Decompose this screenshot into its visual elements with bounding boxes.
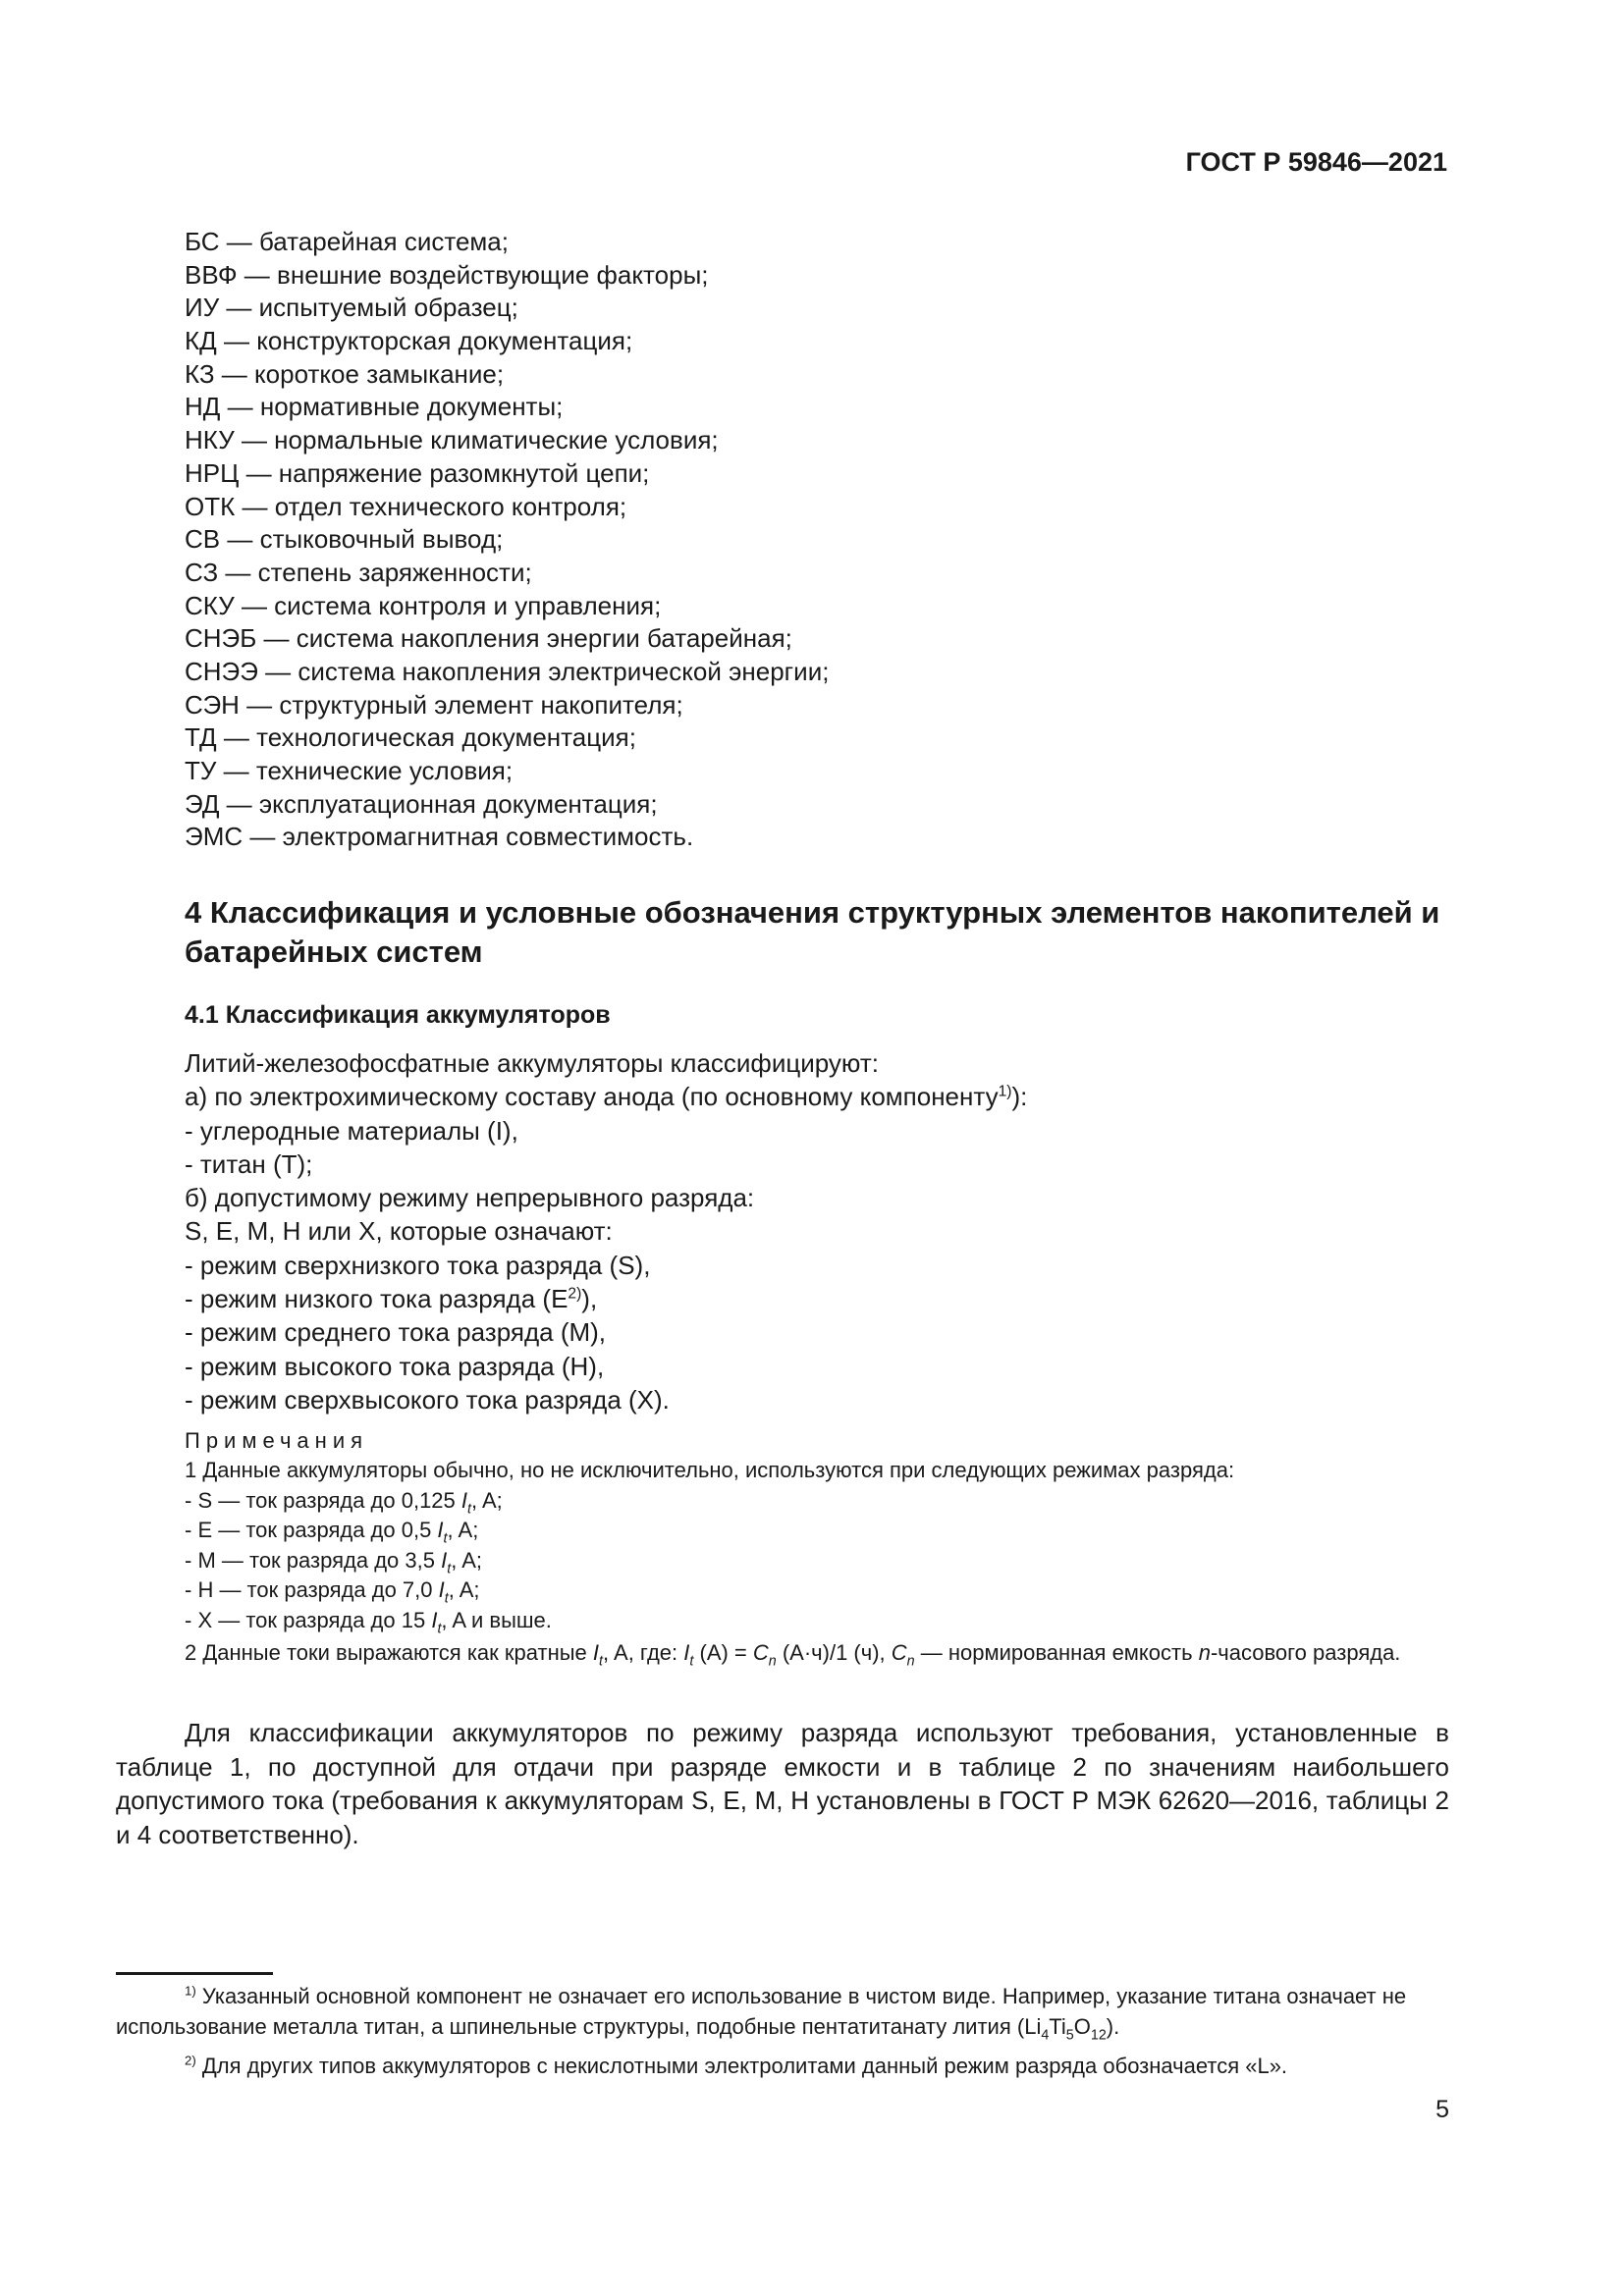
note-row-sub: t [467,1500,471,1517]
abbreviation-item: НКУ — нормальные климатические условия; [185,425,719,455]
footnote-1-end: ). [1106,2014,1120,2039]
footnote-1-text: Указанный основной компонент не означает его использование в чистом виде. Например, указание титана означает не использование металла титан, а шпинельные структуры, подобные пентатитанату лития ( [116,1984,1407,2039]
abbreviation-item: ЭД — эксплуатационная документация; [185,788,658,819]
note-2-var: C [752,1640,769,1665]
note-2-text: 2 Данные токи выражаются как кратные [185,1640,593,1665]
subsection-title: 4.1 Классификация аккумуляторов [185,1001,611,1029]
abbreviation-item: СЭН — структурный элемент накопителя; [185,689,683,720]
abbreviation-item: КЗ — короткое замыкание; [185,358,505,389]
abbreviation-item: НРЦ — напряжение разомкнутой цепи; [185,457,650,488]
notes-block [185,1426,1451,1635]
note-row [185,1516,1451,1546]
abbreviation-item: КД — конструкторская документация; [185,326,633,356]
note-row-unit: , A; [471,1487,503,1513]
note-2-sub: n [768,1653,777,1670]
note-row-unit: , A; [447,1518,479,1542]
note-row-unit: , A; [451,1547,482,1573]
note-1: 1 Данные аккумуляторы обычно, но не исключительно, используются при следующих режимах разряда: [185,1458,1235,1482]
note-2-var: I [592,1640,600,1665]
mode-m: - режим среднего тока разряда (M), [185,1317,607,1348]
abbreviation-item: ТУ — технические условия; [185,756,514,785]
note-row-unit: , A и выше. [441,1607,552,1632]
abbreviation-item: ОТК — отдел технического контроля; [185,491,627,521]
abbreviation-item: БС — батарейная система; [185,227,509,256]
note-row [185,1546,1451,1576]
abbreviation-item: ИУ — испытуемый образец; [185,293,518,323]
note-2-text: (A·ч)/1 (ч), [776,1640,892,1665]
note-2-text: (A) = [693,1640,753,1665]
classification-intro: Литий-железофосфатные аккумуляторы классифицируют: [185,1048,879,1078]
note-row-sub: t [443,1530,448,1547]
note-row [185,1606,1451,1636]
note-row-sub: t [444,1590,449,1607]
mode-s: - режим сверхнизкого тока разряда (S), [185,1250,651,1280]
mode-e-text: - режим низкого тока разряда (E [185,1284,568,1314]
note-row-text: - H — ток разряда до 7,0 [185,1577,439,1602]
note-row-sub: t [447,1560,452,1576]
note-row-unit: , A; [448,1577,480,1602]
note-row-text: - X — ток разряда до 15 [185,1607,432,1632]
note-row-var: I [460,1487,468,1513]
footnote-1-mark: 1) [185,1983,196,1999]
mode-e-end: ), [581,1284,598,1314]
abbreviation-item: ТД — технологическая документация; [185,722,636,753]
note-row [185,1575,1451,1606]
formula-li: Li [1024,2014,1042,2039]
notes-heading: Примечания [185,1428,369,1453]
footnote-2-mark: 2) [185,2053,196,2068]
formula-li-sub: 4 [1041,2027,1050,2044]
note-row-var: I [437,1518,444,1542]
note-2-var: n [1198,1640,1211,1665]
classification-titan: - титан (T); [185,1148,313,1179]
formula-o: O [1073,2014,1091,2039]
note-2-var: C [891,1640,907,1665]
mode-h: - режим высокого тока разряда (H), [185,1351,605,1381]
note-2-text: — нормированная емкость [914,1640,1199,1665]
note-2-var: I [683,1640,690,1665]
item-a-end: ): [1011,1082,1028,1112]
mode-e [185,1282,1451,1315]
note-row-sub: t [437,1620,442,1636]
note-row-var: I [431,1607,438,1632]
page-number: 5 [1435,2096,1449,2123]
abbreviation-item: ВВФ — внешние воздействующие факторы; [185,259,709,290]
note-row-text: - E — ток разряда до 0,5 [185,1518,438,1542]
note-row-text: - M — ток разряда до 3,5 [185,1547,442,1573]
abbreviation-item: СВ — стыковочный вывод; [185,524,504,555]
formula-ti: Ti [1049,2014,1066,2039]
abbreviation-item: НД — нормативные документы; [185,392,564,422]
mode-x: - режим сверхвысокого тока разряда (X). [185,1384,670,1415]
section-title: 4 Классификация и условные обозначения структурных элементов накопителей и батарейных систем [185,895,1440,969]
note-2-text: , A, где: [603,1640,684,1665]
note-row [185,1486,1451,1517]
body-paragraph: Для классификации аккумуляторов по режиму разряда используют требования, установленные в таблице 1, по доступной для отдачи при разряде емкости и в таблице 2 по значениям наибольшего допустимого тока (требования к аккумуляторам S, E, M, H установлены в ГОСТ Р МЭК 62620—2016, таблицы 2 и 4 соответственно). [116,1718,1449,1849]
classification-item-a [185,1080,1451,1113]
abbreviation-item: СЗ — степень заряженности; [185,557,532,587]
item-a-text: а) по электрохимическому составу анода (по основному компоненту [185,1082,999,1112]
abbreviation-item: ЭМС — электромагнитная совместимость. [185,822,694,852]
classification-carbon: - углеродные материалы (I), [185,1115,518,1146]
note-row-text: - S — ток разряда до 0,125 [185,1487,461,1513]
footnote-2 [116,2051,1449,2081]
footnote-2-text: Для других типов аккумуляторов с некислотными электролитами данный режим разряда обозначается «L». [195,2054,1288,2078]
formula-o-sub: 12 [1090,2027,1107,2044]
note-2-sub: t [689,1653,694,1670]
abbreviation-item: СНЭЭ — система накопления электрической энергии; [185,656,830,686]
abbreviation-item: СКУ — система контроля и управления; [185,590,662,620]
footnote-1 [116,1981,1449,2042]
note-2-sub: n [906,1653,915,1670]
note-row-var: I [438,1577,445,1602]
document-code: ГОСТ Р 59846—2021 [1185,147,1447,177]
note-2 [116,1637,1449,1668]
classification-modes: S, E, M, H или X, которые означают: [185,1216,613,1247]
footnote-ref-1: 1) [998,1083,1012,1100]
abbreviation-item: СНЭБ — система накопления энергии батарейная; [185,623,792,654]
abbreviation-list [185,226,1451,854]
footnote-divider [116,1972,273,1975]
formula-ti-sub: 5 [1065,2027,1074,2044]
note-2-sub: t [599,1653,604,1670]
note-row-var: I [441,1547,448,1573]
footnote-ref-2: 2) [568,1285,582,1303]
classification-list [185,1046,1451,1416]
note-2-text: -часового разряда. [1210,1640,1401,1665]
classification-item-b: б) допустимому режиму непрерывного разряда: [185,1183,755,1213]
